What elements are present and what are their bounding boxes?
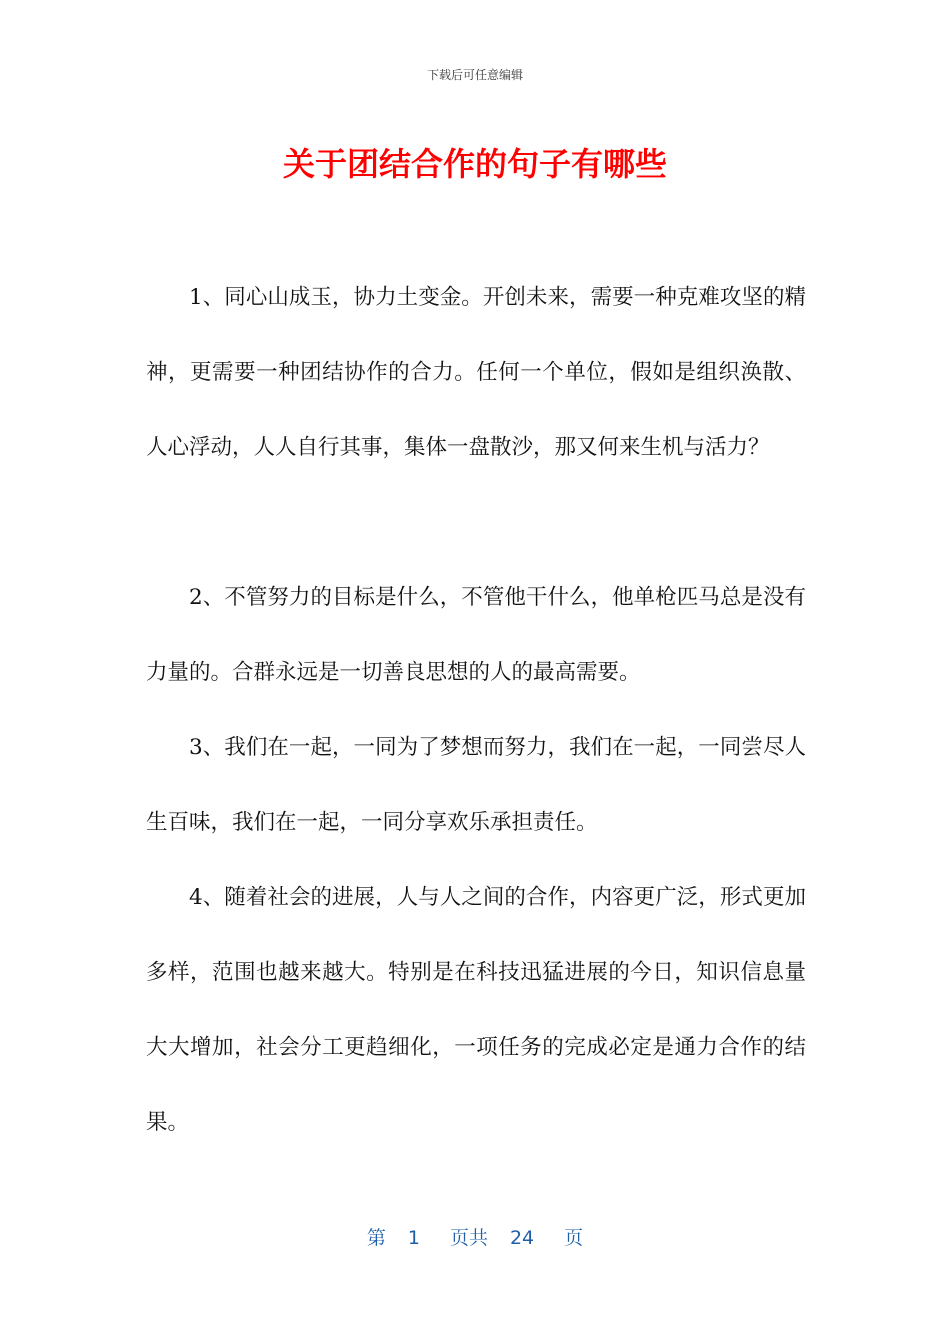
footer-prefix: 第 [366, 1227, 386, 1249]
header-note: 下载后可任意编辑 [426, 68, 523, 82]
paragraph-4: 4、随着社会的进展，人与人之间的合作，内容更广泛，形式更加多样，范围也越来越大。特别是在科技迅猛进展的今日，知识信息量大大增加，社会分工更趋细化，一项任务的完成必定是通力合作的结果。 [146, 885, 806, 1135]
footer-mid: 页共 [449, 1227, 488, 1249]
page-footer [0, 1224, 950, 1252]
paragraph-3: 3、我们在一起，一同为了梦想而努力，我们在一起，一同尝尽人生百味，我们在一起，一同分享欢乐承担责任。 [146, 735, 806, 835]
paragraph-2: 2、不管努力的目标是什么，不管他干什么，他单枪匹马总是没有力量的。合群永远是一切善良思想的人的最高需要。 [146, 585, 806, 685]
paragraph-1: 1、同心山成玉，协力土变金。开创未来，需要一种克难攻坚的精神，更需要一种团结协作的合力。任何一个单位，假如是组织涣散、人心浮动，人人自行其事，集体一盘散沙，那又何来生机与活力？ [146, 285, 806, 460]
document-title: 关于团结合作的句子有哪些 [282, 145, 667, 183]
total-pages-number: 24 [509, 1227, 535, 1249]
footer-suffix: 页 [564, 1227, 584, 1249]
current-page-number: 1 [407, 1227, 420, 1249]
